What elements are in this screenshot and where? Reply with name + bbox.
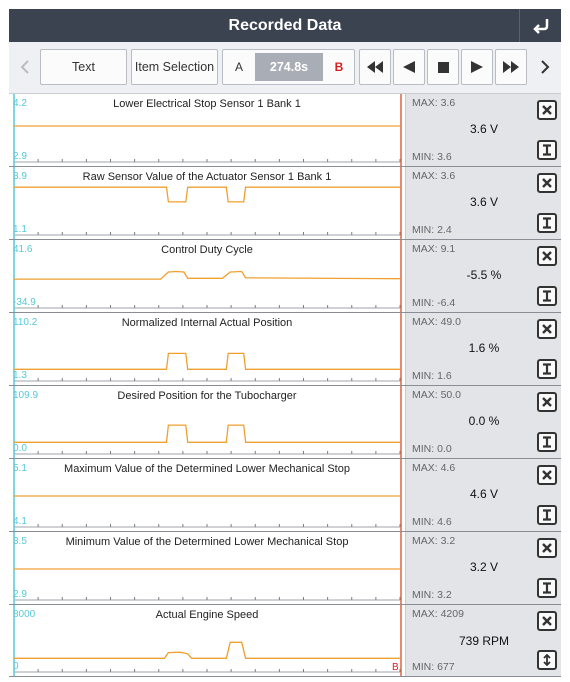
data-row-min-lower-mechanical-stop — [9, 532, 561, 605]
value-panel — [405, 532, 561, 604]
play-reverse-icon — [403, 61, 415, 73]
remove-item-button[interactable] — [537, 173, 557, 193]
data-graph — [9, 532, 405, 604]
max-value: MAX: 50.0 — [412, 389, 462, 401]
max-value: MAX: 9.1 — [412, 243, 456, 255]
value-panel — [405, 167, 561, 239]
y-max-label: 4.2 — [13, 98, 27, 109]
close-icon — [541, 250, 553, 262]
y-min-label: 2.9 — [13, 589, 27, 600]
value-panel — [405, 313, 561, 385]
min-value: MIN: 677 — [412, 661, 455, 673]
data-graph — [9, 605, 405, 676]
playback-toolbar — [9, 42, 561, 94]
remove-item-button[interactable] — [537, 611, 557, 631]
scale-icon — [541, 144, 553, 156]
remove-item-button[interactable] — [537, 465, 557, 485]
scale-icon — [541, 436, 553, 448]
expand-scale-button[interactable] — [537, 650, 557, 670]
y-min-label: 1.1 — [13, 224, 27, 235]
signal-trace — [14, 425, 400, 442]
scale-button[interactable] — [537, 505, 557, 525]
back-button[interactable] — [519, 9, 561, 42]
value-panel — [405, 94, 561, 166]
data-graph — [9, 94, 405, 166]
previous-page-button[interactable] — [13, 49, 37, 85]
fast-forward-button[interactable] — [495, 49, 527, 85]
current-value: 0.0 % — [468, 414, 500, 428]
scale-button[interactable] — [537, 140, 557, 160]
graph-title: Lower Electrical Stop Sensor 1 Bank 1 — [113, 98, 301, 110]
close-icon — [541, 104, 553, 116]
scale-icon — [541, 363, 553, 375]
max-value: MAX: 4209 — [412, 608, 464, 620]
cursor-b-marker: B — [392, 662, 399, 673]
close-icon — [541, 615, 553, 627]
y-min-label: -34.9 — [13, 297, 36, 308]
y-max-label: 109.9 — [13, 390, 39, 401]
data-row-desired-position — [9, 386, 561, 459]
y-max-label: 3.9 — [13, 171, 27, 182]
y-min-label: 0.0 — [13, 443, 27, 454]
scale-icon — [541, 509, 553, 521]
y-min-label: 0 — [13, 661, 19, 672]
signal-trace — [14, 353, 400, 369]
scale-button[interactable] — [537, 432, 557, 452]
close-icon — [541, 542, 553, 554]
rewind-button[interactable] — [359, 49, 391, 85]
chevron-left-icon — [20, 59, 30, 75]
remove-item-button[interactable] — [537, 246, 557, 266]
data-row-lower-electrical-stop — [9, 94, 561, 167]
fast-forward-icon — [503, 61, 519, 73]
item-selection-button[interactable]: Item Selection — [131, 49, 218, 85]
value-panel — [405, 240, 561, 312]
title-bar — [9, 9, 561, 42]
value-panel — [405, 459, 561, 531]
value-panel — [405, 605, 561, 676]
scale-button[interactable] — [537, 578, 557, 598]
scale-button[interactable] — [537, 359, 557, 379]
data-row-engine-speed — [9, 605, 561, 677]
remove-item-button[interactable] — [537, 392, 557, 412]
vertical-arrows-icon — [541, 654, 553, 666]
graph-title: Normalized Internal Actual Position — [121, 317, 293, 329]
stop-button[interactable] — [427, 49, 459, 85]
scale-icon — [541, 217, 553, 229]
graph-title: Minimum Value of the Determined Lower Mechanical Stop — [65, 536, 349, 548]
data-row-raw-sensor — [9, 167, 561, 240]
min-value: MIN: 0.0 — [412, 443, 452, 455]
remove-item-button[interactable] — [537, 319, 557, 339]
graph-title: Maximum Value of the Determined Lower Mechanical Stop — [64, 463, 350, 475]
y-min-label: 4.1 — [13, 516, 27, 527]
max-value: MAX: 3.6 — [412, 170, 456, 182]
play-button[interactable] — [461, 49, 493, 85]
data-graph — [9, 167, 405, 239]
signal-trace — [14, 642, 400, 658]
y-max-label: 8000 — [13, 609, 36, 620]
min-value: MIN: 3.6 — [412, 151, 452, 163]
marker-b-label[interactable]: B — [334, 60, 344, 74]
graph-title: Raw Sensor Value of the Actuator Sensor 1 Bank 1 — [82, 171, 332, 183]
min-value: MIN: 4.6 — [412, 516, 452, 528]
min-value: MIN: 1.6 — [412, 370, 452, 382]
signal-trace — [14, 187, 400, 202]
signal-trace — [14, 272, 400, 280]
max-value: MAX: 49.0 — [412, 316, 462, 328]
min-value: MIN: 2.4 — [412, 224, 452, 236]
current-value: 3.2 V — [469, 560, 499, 574]
remove-item-button[interactable] — [537, 538, 557, 558]
y-max-label: 5.1 — [13, 463, 27, 474]
close-icon — [541, 323, 553, 335]
max-value: MAX: 3.6 — [412, 97, 456, 109]
marker-time-control[interactable] — [222, 49, 355, 85]
data-graph — [9, 386, 405, 458]
data-graph — [9, 459, 405, 531]
current-value: 3.6 V — [469, 122, 499, 136]
rewind-icon — [367, 61, 383, 73]
close-icon — [541, 177, 553, 189]
step-back-button[interactable] — [393, 49, 425, 85]
close-icon — [541, 469, 553, 481]
data-graph — [9, 240, 405, 312]
max-value: MAX: 4.6 — [412, 462, 456, 474]
scale-button[interactable] — [537, 286, 557, 306]
min-value: MIN: -6.4 — [412, 297, 456, 309]
value-panel — [405, 386, 561, 458]
play-icon — [471, 61, 483, 73]
y-max-label: 3.5 — [13, 536, 27, 547]
current-value: 3.6 V — [469, 195, 499, 209]
next-page-button[interactable] — [533, 49, 557, 85]
current-value: 1.6 % — [468, 341, 500, 355]
time-value: 274.8s — [255, 53, 323, 81]
page-title: Recorded Data — [228, 17, 342, 34]
max-value: MAX: 3.2 — [412, 535, 456, 547]
y-min-label: 1.3 — [13, 370, 27, 381]
current-value: 739 RPM — [458, 634, 510, 648]
current-value: -5.5 % — [466, 268, 502, 282]
return-arrow-icon — [531, 17, 551, 35]
scale-icon — [541, 290, 553, 302]
data-row-normalized-position — [9, 313, 561, 386]
current-value: 4.6 V — [469, 487, 499, 501]
scale-button[interactable] — [537, 213, 557, 233]
y-max-label: 110.2 — [13, 317, 38, 328]
y-max-label: 41.6 — [13, 244, 33, 255]
graph-title: Actual Engine Speed — [155, 609, 259, 621]
graph-title: Control Duty Cycle — [161, 244, 253, 256]
data-row-max-lower-mechanical-stop — [9, 459, 561, 532]
recorded-data-list — [9, 94, 561, 677]
close-icon — [541, 396, 553, 408]
scale-icon — [541, 582, 553, 594]
data-row-control-duty-cycle — [9, 240, 561, 313]
data-graph — [9, 313, 405, 385]
graph-title: Desired Position for the Tubocharger — [117, 390, 297, 402]
stop-icon — [438, 62, 449, 73]
remove-item-button[interactable] — [537, 100, 557, 120]
chevron-right-icon — [540, 59, 550, 75]
y-min-label: 2.9 — [13, 151, 27, 162]
min-value: MIN: 3.2 — [412, 589, 452, 601]
marker-a-label[interactable]: A — [234, 60, 243, 74]
text-view-button[interactable]: Text — [40, 49, 127, 85]
